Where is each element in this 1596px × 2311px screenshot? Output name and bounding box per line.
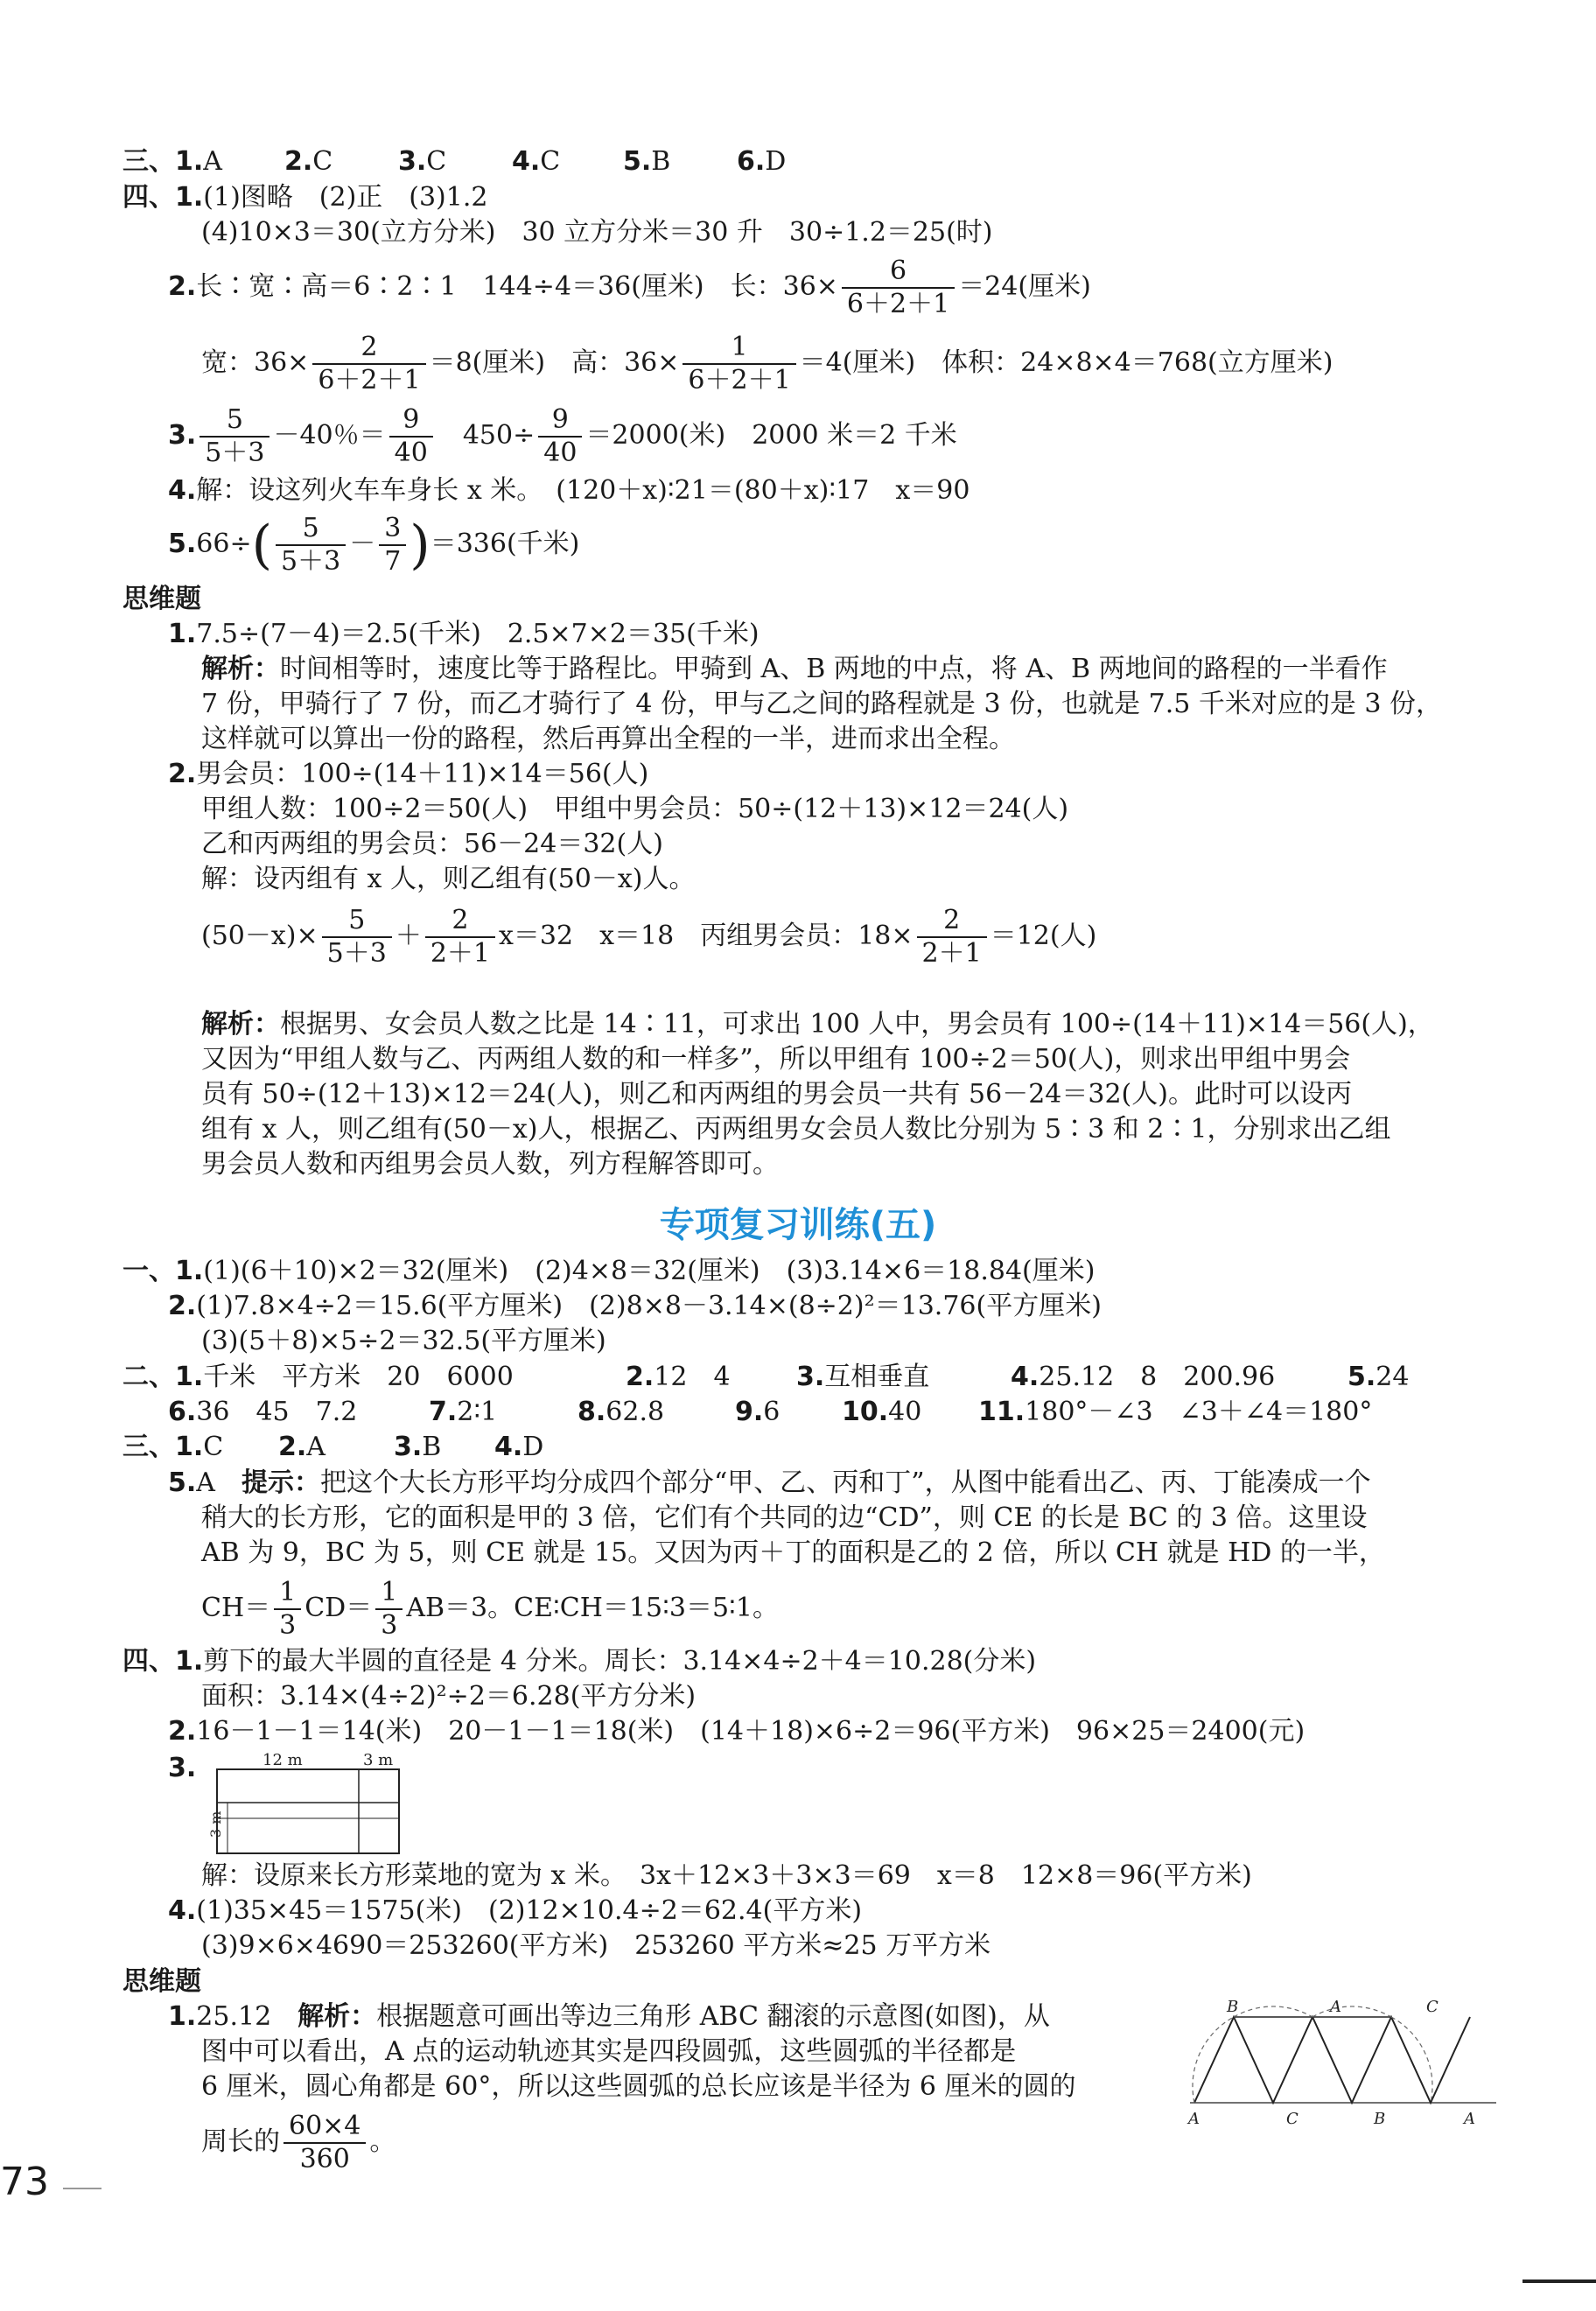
t2-q8-num: 8. bbox=[578, 1397, 606, 1427]
s4-q5-line bbox=[168, 509, 579, 580]
think1-q1-text1: 7.5÷(7－4)＝2.5(千米) 2.5×7×2＝35(千米) bbox=[196, 619, 760, 649]
t3-q2-ans: A bbox=[306, 1432, 326, 1462]
denominator: 2＋1 bbox=[921, 938, 982, 969]
t2-prefix: 二、 bbox=[122, 1362, 175, 1392]
s3-q6-num: 6. bbox=[737, 146, 766, 177]
s4-prefix: 四、 bbox=[122, 182, 175, 213]
s3-q5 bbox=[623, 145, 670, 179]
page-number-rule bbox=[63, 2188, 102, 2189]
s3-q3-num: 3. bbox=[398, 146, 427, 177]
s4-q1-text1: (1)图略 (2)正 (3)1.2 bbox=[203, 182, 488, 213]
think1-q1-line2 bbox=[201, 653, 1388, 686]
t1-prefix: 一、 bbox=[122, 1256, 175, 1286]
t2-q2-num: 2. bbox=[626, 1362, 654, 1392]
t4-prefix: 四、 bbox=[122, 1646, 175, 1677]
numerator: 6 bbox=[842, 256, 955, 289]
think1-q1-line3: 7 份，甲骑行了 7 份，而乙才骑行了 4 份，甲与乙之间的路程就是 3 份，也就是 7.5 千米对应的是 3 份， bbox=[201, 689, 1443, 719]
t1-q2-num: 2. bbox=[168, 1291, 197, 1321]
s3-q2-ans: C bbox=[312, 146, 333, 177]
s3-q4-num: 4. bbox=[512, 146, 541, 177]
think2-q1-line1 bbox=[168, 2000, 1050, 2034]
denominator: 7 bbox=[384, 546, 402, 577]
analysis-label: 解析： bbox=[201, 654, 280, 684]
numerator: 5 bbox=[322, 905, 392, 938]
t3-q5-line3: AB 为 9，BC 为 5，则 CE 就是 15。又因为丙＋丁的面积是乙的 2 倍，所以 CH 就是 HD 的一半， bbox=[201, 1537, 1385, 1568]
t2-q8 bbox=[578, 1396, 664, 1429]
t2-q2-ans: 12 4 bbox=[654, 1362, 731, 1392]
t2-q3-ans: 互相垂直 bbox=[824, 1362, 930, 1392]
denominator: 40 bbox=[394, 438, 428, 468]
s4-q3-line bbox=[168, 401, 957, 471]
s4-q5-num: 5. bbox=[168, 529, 197, 559]
t3-q5-ans: A bbox=[196, 1467, 215, 1498]
s4-q3-frac1 bbox=[200, 404, 270, 469]
denominator: 360 bbox=[299, 2144, 350, 2174]
s4-q2-text3: 宽：36× bbox=[201, 347, 310, 378]
t4-q4-line1 bbox=[168, 1894, 862, 1928]
fig-label-3m-top: 3 m bbox=[363, 1751, 394, 1769]
t4-q3-line1: 解：设原来长方形菜地的宽为 x 米。 3x＋12×3＋3×3＝69 x＝8 12×8＝96(平方米) bbox=[201, 1860, 1252, 1891]
denominator: 40 bbox=[543, 438, 578, 468]
plus-sign: ＋ bbox=[395, 921, 422, 951]
t3-q4-ans: D bbox=[522, 1432, 544, 1462]
label-top-c: C bbox=[1426, 1999, 1438, 2016]
t2-q4-num: 4. bbox=[1011, 1362, 1040, 1392]
section-title: 专项复习训练(五) bbox=[659, 1205, 937, 1245]
t2-q7-num: 7. bbox=[429, 1397, 458, 1427]
think1-q2-line3: 乙和丙两组的男会员：56－24＝32(人) bbox=[201, 829, 663, 859]
t1-q2-line1 bbox=[168, 1290, 1102, 1323]
t2-q10-num: 10. bbox=[842, 1397, 889, 1427]
t3-q5-text4b: CD＝ bbox=[304, 1593, 373, 1623]
t2-q1-num: 1. bbox=[175, 1362, 204, 1392]
t1-q1-text: (1)(6＋10)×2＝32(厘米) (2)4×8＝32(厘米) (3)3.14×6＝18.84(厘米) bbox=[203, 1256, 1096, 1286]
think2-q1-ans: 25.12 bbox=[196, 2001, 272, 2032]
t4-q2-num: 2. bbox=[168, 1716, 197, 1747]
t3-prefix: 三、 bbox=[122, 1432, 175, 1462]
think2-q1-text1: 根据题意可画出等边三角形 ABC 翻滚的示意图(如图)，从 bbox=[376, 2001, 1050, 2032]
think1-q2-text5a: (50－x)× bbox=[201, 921, 318, 951]
fig-label-12m: 12 m bbox=[262, 1751, 303, 1769]
label-bot-c: C bbox=[1286, 2110, 1298, 2128]
think1-q2-line7: 又因为“甲组人数与乙、丙两组人数的和一样多”，所以甲组有 100÷2＝50(人)，则求出甲组中男会 bbox=[201, 1044, 1351, 1075]
s3-q4-ans: C bbox=[540, 146, 561, 177]
s4-q2-num: 2. bbox=[168, 271, 197, 302]
t2-q1-ans: 千米 平方米 20 6000 bbox=[203, 1362, 514, 1392]
denominator: 5＋3 bbox=[205, 438, 265, 468]
s4-q5-text2: ＝336(千米) bbox=[430, 529, 580, 559]
s3-q4 bbox=[512, 145, 560, 179]
s4-q1-num: 1. bbox=[175, 182, 204, 213]
t2-q9-ans: 6 bbox=[763, 1397, 780, 1427]
t2-q6-num: 6. bbox=[168, 1397, 197, 1427]
t2-q1 bbox=[122, 1361, 514, 1394]
t1-q2-line2: (3)(5＋8)×5÷2＝32.5(平方厘米) bbox=[201, 1326, 606, 1356]
s4-q3-text2: 450÷ bbox=[436, 420, 536, 451]
think1-q2-line10: 男会员人数和丙组男会员人数，列方程解答即可。 bbox=[201, 1149, 779, 1180]
s3-q1-ans: A bbox=[203, 146, 222, 177]
think1-q2-line4: 解：设丙组有 x 人，则乙组有(50－x)人。 bbox=[201, 864, 696, 894]
s4-q5-frac1 bbox=[276, 513, 346, 578]
s4-q2-text2: ＝24(厘米) bbox=[958, 271, 1091, 302]
t2-q5-num: 5. bbox=[1348, 1362, 1376, 1392]
s4-q4-line bbox=[168, 474, 970, 508]
t2-q7-ans: 2∶1 bbox=[457, 1397, 498, 1427]
think1-q2-line8: 员有 50÷(12＋13)×12＝24(人)，则乙和丙两组的男会员一共有 56－24＝32(人)。此时可以设丙 bbox=[201, 1079, 1352, 1110]
t1-q1-line bbox=[122, 1255, 1095, 1288]
label-bot-a1: A bbox=[1188, 2110, 1200, 2128]
think1-q2-line1 bbox=[168, 758, 648, 791]
t2-q5-ans: 24 bbox=[1376, 1362, 1410, 1392]
t2-q9-num: 9. bbox=[735, 1397, 764, 1427]
t3-q4 bbox=[494, 1431, 543, 1464]
t2-q5 bbox=[1348, 1361, 1409, 1394]
t2-q10 bbox=[842, 1396, 921, 1429]
t2-q4 bbox=[1011, 1361, 1275, 1394]
numerator: 60×4 bbox=[284, 2111, 366, 2144]
s4-q3-frac3 bbox=[538, 404, 582, 469]
t3-q3-num: 3. bbox=[394, 1432, 423, 1462]
t2-q6 bbox=[168, 1396, 357, 1429]
think2-heading: 思维题 bbox=[122, 1966, 201, 1997]
t1-q2-text1: (1)7.8×4÷2＝15.6(平方厘米) (2)8×8－3.14×(8÷2)²＝13.76(平方厘米) bbox=[196, 1291, 1102, 1321]
think1-q2-line9: 组有 x 人，则乙组有(50－x)人，根据乙、丙两组男女会员人数比分别为 5∶3 和 2∶1，分别求出乙组 bbox=[201, 1114, 1391, 1145]
t4-q1-line1 bbox=[122, 1645, 1036, 1678]
t3-q4-num: 4. bbox=[494, 1432, 523, 1462]
t2-q4-ans: 25.12 8 200.96 bbox=[1039, 1362, 1276, 1392]
think1-q1-num: 1. bbox=[168, 619, 197, 649]
s4-q3-num: 3. bbox=[168, 420, 197, 451]
s4-q2-frac2 bbox=[312, 332, 425, 396]
think1-q1-text2: 时间相等时，速度比等于路程比。甲骑到 A、B 两地的中点，将 A、B 两地间的路程的一半看作 bbox=[280, 654, 1388, 684]
t3-q5-text4a: CH＝ bbox=[201, 1593, 271, 1623]
corner-mark bbox=[1522, 2279, 1596, 2283]
s4-q2-frac1 bbox=[842, 256, 955, 320]
s3-q6 bbox=[737, 145, 786, 179]
t2-q7 bbox=[429, 1396, 497, 1429]
s3-q3 bbox=[398, 145, 446, 179]
s4-q3-text1: －40％＝ bbox=[273, 420, 386, 451]
think1-q2-text6: 根据男、女会员人数之比是 14∶11，可求出 100 人中，男会员有 100÷(14＋11)×14＝56(人)， bbox=[280, 1009, 1434, 1040]
s3-q2-num: 2. bbox=[284, 146, 313, 177]
t3-q3 bbox=[394, 1431, 441, 1464]
t3-q5-line1 bbox=[168, 1467, 1371, 1500]
t4-q1-text1: 剪下的最大半圆的直径是 4 分米。周长：3.14×4÷2＋4＝10.28(分米) bbox=[203, 1646, 1037, 1677]
t3-q2-num: 2. bbox=[278, 1432, 307, 1462]
numerator: 1 bbox=[375, 1577, 402, 1610]
think2-q1-line3: 6 厘米，圆心角都是 60°，所以这些圆弧的总长应该是半径为 6 厘米的圆的 bbox=[201, 2071, 1076, 2102]
think2-q1-text4b: 。 bbox=[369, 2126, 396, 2157]
garden-diagram bbox=[192, 1750, 411, 1859]
page-number: 73 bbox=[0, 2160, 49, 2204]
think1-q2-frac2 bbox=[425, 905, 495, 970]
numerator: 5 bbox=[276, 513, 346, 546]
s3-q2 bbox=[284, 145, 332, 179]
numerator: 2 bbox=[312, 332, 425, 365]
numerator: 1 bbox=[274, 1577, 301, 1610]
t3-q1-num: 1. bbox=[175, 1432, 204, 1462]
denominator: 5＋3 bbox=[281, 546, 341, 577]
s4-q3-text3: ＝2000(米) 2000 米＝2 千米 bbox=[585, 420, 957, 451]
numerator: 9 bbox=[389, 404, 433, 438]
hint-label: 提示： bbox=[241, 1467, 320, 1498]
s4-q5-text1: 66÷ bbox=[196, 529, 252, 559]
numerator: 9 bbox=[538, 404, 582, 438]
label-top-a: A bbox=[1330, 1999, 1341, 2016]
think1-q2-line5 bbox=[201, 901, 1096, 971]
t3-q1 bbox=[122, 1431, 223, 1464]
think1-q2-text5c: x＝32 x＝18 丙组男会员：18× bbox=[499, 921, 914, 951]
t3-q5-frac1 bbox=[274, 1577, 301, 1642]
s4-q1-line1 bbox=[122, 181, 487, 214]
s4-q2-text5: ＝4(厘米) 体积：24×8×4＝768(立方厘米) bbox=[799, 347, 1334, 378]
t4-q4-line2: (3)9×6×4690＝253260(平方米) 253260 平方米≈25 万平方米 bbox=[201, 1930, 991, 1961]
t2-q11-num: 11. bbox=[978, 1397, 1026, 1427]
t4-q4-num: 4. bbox=[168, 1895, 197, 1926]
s4-q4-text: 解：设这列火车车身长 x 米。 (120＋x)∶21＝(80＋x)∶17 x＝90 bbox=[196, 475, 970, 506]
think1-q2-num: 2. bbox=[168, 759, 197, 789]
think2-q1-num: 1. bbox=[168, 2001, 197, 2032]
think2-q1-frac bbox=[284, 2111, 366, 2175]
t2-q6-ans: 36 45 7.2 bbox=[196, 1397, 358, 1427]
label-bot-b: B bbox=[1374, 2110, 1386, 2128]
t2-q3-num: 3. bbox=[796, 1362, 825, 1392]
t3-q5-line2: 稍大的长方形，它的面积是甲的 3 倍，它们有个共同的边“CD”，则 CE 的长是 BC 的 3 倍。这里设 bbox=[201, 1502, 1368, 1533]
s4-q5-frac2 bbox=[379, 513, 406, 578]
numerator: 5 bbox=[200, 404, 270, 438]
t4-q2-text: 16－1－1＝14(米) 20－1－1＝18(米) (14＋18)×6÷2＝96(平方米) 96×25＝2400(元) bbox=[196, 1716, 1306, 1747]
label-top-b: B bbox=[1227, 1999, 1239, 2016]
think1-q2-text1: 男会员：100÷(14＋11)×14＝56(人) bbox=[196, 759, 649, 789]
t2-q11-ans: 180°－∠3 ∠3＋∠4＝180° bbox=[1025, 1397, 1373, 1427]
analysis-label: 解析： bbox=[298, 2001, 377, 2032]
s4-q2-line1 bbox=[168, 252, 1091, 322]
think1-q1-line1 bbox=[168, 618, 760, 651]
think1-heading: 思维题 bbox=[122, 584, 201, 614]
t2-q9 bbox=[735, 1396, 780, 1429]
left-paren: ( bbox=[251, 515, 273, 576]
label-bot-a2: A bbox=[1464, 2110, 1475, 2128]
t4-q4-text1: (1)35×45＝1575(米) (2)12×10.4÷2＝62.4(平方米) bbox=[196, 1895, 863, 1926]
think2-q1-line2: 图中可以看出，A 点的运动轨迹其实是四段圆弧，这些圆弧的半径都是 bbox=[201, 2036, 1017, 2067]
s3-line bbox=[122, 145, 222, 179]
denominator: 6＋2＋1 bbox=[688, 365, 791, 396]
t3-q5-text1: 把这个大长方形平均分成四个部分“甲、乙、丙和丁”，从图中能看出乙、丙、丁能凑成一个 bbox=[319, 1467, 1371, 1498]
s3-prefix: 三、 bbox=[122, 146, 175, 177]
denominator: 5＋3 bbox=[326, 938, 387, 969]
numerator: 3 bbox=[379, 513, 406, 546]
s3-q3-ans: C bbox=[426, 146, 447, 177]
analysis-label: 解析： bbox=[201, 1009, 280, 1040]
s4-q2-line2 bbox=[201, 328, 1333, 398]
t2-q11 bbox=[978, 1396, 1372, 1429]
triangle-rolling-diagram bbox=[1172, 1999, 1505, 2131]
t3-q5-line4 bbox=[201, 1573, 779, 1643]
s3-q6-ans: D bbox=[765, 146, 787, 177]
think1-q2-text5d: ＝12(人) bbox=[990, 921, 1097, 951]
denominator: 2＋1 bbox=[430, 938, 491, 969]
s3-q5-num: 5. bbox=[623, 146, 652, 177]
think1-q2-frac3 bbox=[917, 905, 987, 970]
triangle-zigzag bbox=[1194, 2017, 1470, 2103]
t2-q3 bbox=[796, 1361, 929, 1394]
s4-q4-num: 4. bbox=[168, 475, 197, 506]
t1-q1-num: 1. bbox=[175, 1256, 204, 1286]
numerator: 2 bbox=[425, 905, 495, 938]
t3-q5-num: 5. bbox=[168, 1467, 197, 1498]
denominator: 3 bbox=[279, 1610, 297, 1641]
denominator: 6＋2＋1 bbox=[846, 289, 950, 319]
s3-q1-num: 1. bbox=[175, 146, 204, 177]
t4-q1-line2: 面积：3.14×(4÷2)²÷2＝6.28(平方分米) bbox=[201, 1681, 696, 1712]
t2-q2 bbox=[626, 1361, 731, 1394]
denominator: 3 bbox=[381, 1610, 398, 1641]
t4-q3-num-label: 3. bbox=[168, 1753, 197, 1783]
think1-q1-line4: 这样就可以算出一份的路程，然后再算出全程的一半，进而求出全程。 bbox=[201, 724, 1015, 754]
think1-q2-frac1 bbox=[322, 905, 392, 970]
numerator: 2 bbox=[917, 905, 987, 938]
minus-sign: － bbox=[349, 529, 376, 559]
t4-q2-line bbox=[168, 1715, 1305, 1748]
t3-q3-ans: B bbox=[422, 1432, 442, 1462]
denominator: 6＋2＋1 bbox=[318, 365, 421, 396]
s4-q2-frac3 bbox=[682, 332, 795, 396]
t4-q1-num: 1. bbox=[175, 1646, 204, 1677]
think1-q2-line2: 甲组人数：100÷2＝50(人) 甲组中男会员：50÷(12＋13)×12＝24(人) bbox=[201, 794, 1069, 824]
s4-q2-text4: ＝8(厘米) 高：36× bbox=[429, 347, 680, 378]
s4-q1-line2: (4)10×3＝30(立方分米) 30 立方分米＝30 升 30÷1.2＝25(时) bbox=[201, 217, 993, 248]
t3-q1-ans: C bbox=[203, 1432, 224, 1462]
think1-q2-line6 bbox=[201, 1008, 1434, 1041]
garden-outer-rect bbox=[217, 1769, 399, 1853]
t2-q10-ans: 40 bbox=[888, 1397, 922, 1427]
s3-q5-ans: B bbox=[651, 146, 671, 177]
arc-2 bbox=[1234, 2006, 1312, 2017]
think2-q1-line4 bbox=[201, 2107, 396, 2177]
t3-q5-frac2 bbox=[375, 1577, 402, 1642]
t3-q5-text4c: AB＝3。CE∶CH＝15∶3＝5∶1。 bbox=[406, 1593, 779, 1623]
s4-q2-text1: 长∶宽∶高＝6∶2∶1 144÷4＝36(厘米) 长：36× bbox=[196, 271, 838, 302]
think2-q1-text4a: 周长的 bbox=[201, 2126, 280, 2157]
s4-q3-frac2 bbox=[389, 404, 433, 469]
numerator: 1 bbox=[682, 332, 795, 365]
arc-3 bbox=[1312, 2006, 1391, 2017]
t2-q8-ans: 62.8 bbox=[606, 1397, 665, 1427]
t3-q2 bbox=[278, 1431, 326, 1464]
fig-label-3m-left: 3 m bbox=[207, 1810, 224, 1838]
right-paren: ) bbox=[410, 515, 430, 576]
